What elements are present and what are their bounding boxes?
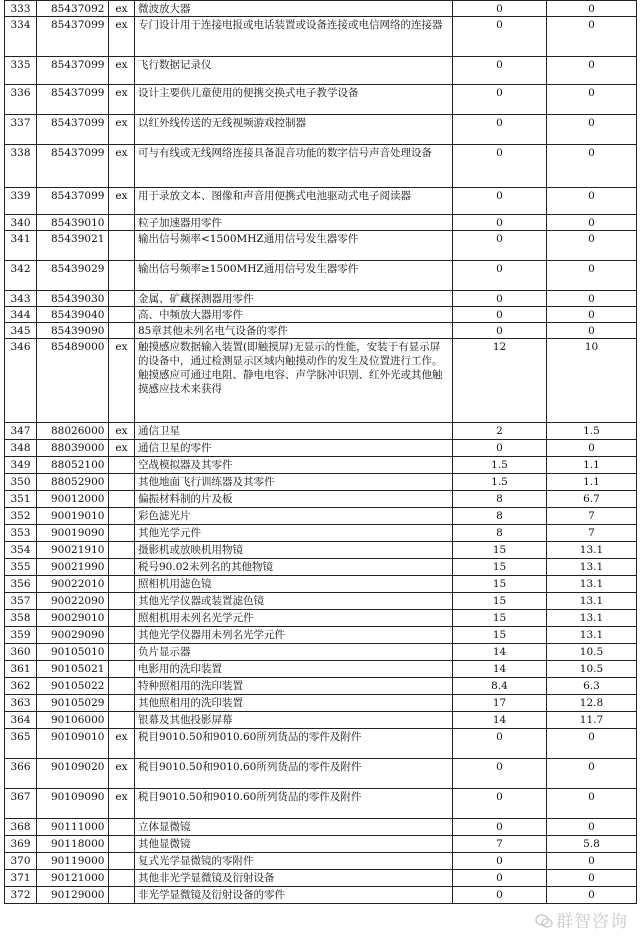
rate-2: 0 <box>547 887 637 904</box>
rate-1: 0 <box>453 57 547 85</box>
ex-marker: ex <box>109 339 135 423</box>
goods-description: 设计主要供儿童使用的便携交换式电子教学设备 <box>135 85 453 115</box>
rate-2: 1.1 <box>547 474 637 491</box>
rate-2: 0 <box>547 307 637 323</box>
rate-1: 8 <box>453 491 547 508</box>
table-row <box>5 525 637 542</box>
table-row <box>5 145 637 188</box>
tariff-code: 85437092 <box>37 1 109 17</box>
rate-2: 10 <box>547 339 637 423</box>
rate-2: 13.1 <box>547 593 637 610</box>
rate-1: 17 <box>453 695 547 712</box>
ex-marker <box>109 559 135 576</box>
ex-marker <box>109 644 135 661</box>
ex-marker <box>109 307 135 323</box>
table-row <box>5 231 637 261</box>
table-row <box>5 491 637 508</box>
table-row <box>5 559 637 576</box>
table-row <box>5 853 637 870</box>
ex-marker: ex <box>109 188 135 215</box>
tariff-code: 90105022 <box>37 678 109 695</box>
row-number: 335 <box>5 57 37 85</box>
row-number: 354 <box>5 542 37 559</box>
row-number: 361 <box>5 661 37 678</box>
rate-2: 0 <box>547 729 637 759</box>
ex-marker <box>109 819 135 836</box>
goods-description: 偏振材料制的片及板 <box>135 491 453 508</box>
goods-description: 税目9010.50和9010.60所列货品的零件及附件 <box>135 789 453 819</box>
row-number: 358 <box>5 610 37 627</box>
ex-marker <box>109 627 135 644</box>
tariff-code: 90022010 <box>37 576 109 593</box>
tariff-code: 85439090 <box>37 323 109 339</box>
goods-description: 照相机用滤色镜 <box>135 576 453 593</box>
ex-marker: ex <box>109 1 135 17</box>
ex-marker: ex <box>109 145 135 188</box>
rate-2: 0 <box>547 17 637 57</box>
rate-2: 6.3 <box>547 678 637 695</box>
ex-marker <box>109 712 135 729</box>
row-number: 363 <box>5 695 37 712</box>
tariff-code: 88026000 <box>37 423 109 440</box>
rate-2: 0 <box>547 440 637 457</box>
ex-marker <box>109 291 135 307</box>
ex-marker <box>109 610 135 627</box>
ex-marker <box>109 261 135 291</box>
rate-2: 0 <box>547 291 637 307</box>
ex-marker <box>109 323 135 339</box>
tariff-code: 90106000 <box>37 712 109 729</box>
rate-1: 0 <box>453 759 547 789</box>
goods-description: 以红外线传送的无线视频游戏控制器 <box>135 115 453 145</box>
rate-2: 0 <box>547 188 637 215</box>
goods-description: 其他非光学显微镜及衍射设备 <box>135 870 453 887</box>
row-number: 362 <box>5 678 37 695</box>
goods-description: 税号90.02未列名的其他物镜 <box>135 559 453 576</box>
goods-description: 其他显微镜 <box>135 836 453 853</box>
goods-description: 其他地面飞行训练器及其零件 <box>135 474 453 491</box>
tariff-code: 85437099 <box>37 145 109 188</box>
goods-description: 金属、矿藏探测器用零件 <box>135 291 453 307</box>
rate-2: 0 <box>547 261 637 291</box>
rate-2: 13.1 <box>547 559 637 576</box>
tariff-code: 90012000 <box>37 491 109 508</box>
table-row <box>5 712 637 729</box>
goods-description: 银幕及其他投影屏幕 <box>135 712 453 729</box>
rate-1: 8 <box>453 508 547 525</box>
rate-2: 0 <box>547 853 637 870</box>
goods-description: 空战模拟器及其零件 <box>135 457 453 474</box>
rate-2: 1.1 <box>547 457 637 474</box>
goods-description: 其他光学仪器用未列名光学元件 <box>135 627 453 644</box>
table-row <box>5 678 637 695</box>
row-number: 368 <box>5 819 37 836</box>
rate-1: 8.4 <box>453 678 547 695</box>
row-number: 341 <box>5 231 37 261</box>
row-number: 371 <box>5 870 37 887</box>
ex-marker <box>109 836 135 853</box>
goods-description: 彩色滤光片 <box>135 508 453 525</box>
rate-1: 1.5 <box>453 474 547 491</box>
row-number: 359 <box>5 627 37 644</box>
rate-1: 15 <box>453 576 547 593</box>
table-row <box>5 644 637 661</box>
ex-marker <box>109 457 135 474</box>
rate-1: 15 <box>453 559 547 576</box>
rate-1: 0 <box>453 145 547 188</box>
row-number: 349 <box>5 457 37 474</box>
tariff-code: 90129000 <box>37 887 109 904</box>
rate-1: 2 <box>453 423 547 440</box>
ex-marker <box>109 853 135 870</box>
tariff-code: 90019010 <box>37 508 109 525</box>
row-number: 370 <box>5 853 37 870</box>
ex-marker <box>109 678 135 695</box>
row-number: 342 <box>5 261 37 291</box>
goods-description: 立体显微镜 <box>135 819 453 836</box>
table-row <box>5 836 637 853</box>
goods-description: 微波放大器 <box>135 1 453 17</box>
tariff-code: 85439029 <box>37 261 109 291</box>
goods-description: 税目9010.50和9010.60所列货品的零件及附件 <box>135 729 453 759</box>
rate-1: 0 <box>453 115 547 145</box>
tariff-table-body <box>5 1 637 904</box>
rate-2: 7 <box>547 508 637 525</box>
rate-1: 14 <box>453 644 547 661</box>
row-number: 365 <box>5 729 37 759</box>
rate-1: 0 <box>453 188 547 215</box>
goods-description: 其他照相用的洗印装置 <box>135 695 453 712</box>
rate-2: 0 <box>547 215 637 231</box>
tariff-code: 90111000 <box>37 819 109 836</box>
goods-description: 通信卫星 <box>135 423 453 440</box>
goods-description: 粒子加速器用零件 <box>135 215 453 231</box>
tariff-code: 88052100 <box>37 457 109 474</box>
table-row <box>5 887 637 904</box>
table-row <box>5 542 637 559</box>
rate-1: 15 <box>453 542 547 559</box>
rate-2: 13.1 <box>547 542 637 559</box>
goods-description: 飞行数据记录仪 <box>135 57 453 85</box>
row-number: 343 <box>5 291 37 307</box>
table-row <box>5 593 637 610</box>
goods-description: 特种照相用的洗印装置 <box>135 678 453 695</box>
tariff-code: 90019090 <box>37 525 109 542</box>
goods-description: 负片显示器 <box>135 644 453 661</box>
ex-marker <box>109 695 135 712</box>
tariff-code: 88039000 <box>37 440 109 457</box>
rate-2: 1.5 <box>547 423 637 440</box>
goods-description: 照相机用未列名光学元件 <box>135 610 453 627</box>
ex-marker <box>109 870 135 887</box>
rate-1: 15 <box>453 593 547 610</box>
tariff-code: 90109020 <box>37 759 109 789</box>
rate-1: 15 <box>453 627 547 644</box>
rate-2: 0 <box>547 231 637 261</box>
row-number: 348 <box>5 440 37 457</box>
rate-1: 12 <box>453 339 547 423</box>
table-row <box>5 215 637 231</box>
table-row <box>5 307 637 323</box>
table-row <box>5 339 637 423</box>
row-number: 360 <box>5 644 37 661</box>
tariff-code: 90029090 <box>37 627 109 644</box>
rate-1: 0 <box>453 231 547 261</box>
ex-marker: ex <box>109 85 135 115</box>
row-number: 347 <box>5 423 37 440</box>
rate-1: 0 <box>453 440 547 457</box>
goods-description: 触摸感应数据输入装置(即触摸屏)无显示的性能，安装于有显示屏的设备中，通过检测显示区域内触摸动作的发生及位置进行工作。触摸感应可通过电阻、静电电容、声学脉冲识别、红外光或其他触摸感应技术来获得 <box>135 339 453 423</box>
ex-marker: ex <box>109 789 135 819</box>
rate-1: 0 <box>453 215 547 231</box>
goods-description: 电影用的洗印装置 <box>135 661 453 678</box>
goods-description: 可与有线或无线网络连接具备混音功能的数字信号声音处理设备 <box>135 145 453 188</box>
row-number: 357 <box>5 593 37 610</box>
row-number: 352 <box>5 508 37 525</box>
row-number: 366 <box>5 759 37 789</box>
goods-description: 85章其他未列名电气设备的零件 <box>135 323 453 339</box>
table-row <box>5 291 637 307</box>
rate-2: 11.7 <box>547 712 637 729</box>
tariff-code: 90109090 <box>37 789 109 819</box>
ex-marker <box>109 593 135 610</box>
row-number: 355 <box>5 559 37 576</box>
table-row <box>5 457 637 474</box>
rate-1: 0 <box>453 85 547 115</box>
tariff-code: 85439021 <box>37 231 109 261</box>
table-row <box>5 115 637 145</box>
table-row <box>5 57 637 85</box>
ex-marker <box>109 661 135 678</box>
table-row <box>5 576 637 593</box>
row-number: 369 <box>5 836 37 853</box>
tariff-table <box>4 0 637 904</box>
tariff-code: 90109010 <box>37 729 109 759</box>
goods-description: 通信卫星的零件 <box>135 440 453 457</box>
tariff-code: 85437099 <box>37 57 109 85</box>
goods-description: 其他光学仪器或装置滤色镜 <box>135 593 453 610</box>
table-row <box>5 729 637 759</box>
ex-marker: ex <box>109 17 135 57</box>
table-row <box>5 85 637 115</box>
tariff-code: 90029010 <box>37 610 109 627</box>
tariff-code: 85437099 <box>37 188 109 215</box>
rate-2: 13.1 <box>547 627 637 644</box>
rate-1: 0 <box>453 1 547 17</box>
goods-description: 税目9010.50和9010.60所列货品的零件及附件 <box>135 759 453 789</box>
row-number: 353 <box>5 525 37 542</box>
table-row <box>5 1 637 17</box>
rate-2: 7 <box>547 525 637 542</box>
ex-marker <box>109 525 135 542</box>
rate-2: 0 <box>547 145 637 188</box>
rate-1: 0 <box>453 870 547 887</box>
table-row <box>5 261 637 291</box>
ex-marker: ex <box>109 57 135 85</box>
goods-description: 用于录放文本、图像和声音用便携式电池驱动式电子阅读器 <box>135 188 453 215</box>
rate-2: 13.1 <box>547 576 637 593</box>
tariff-code: 85437099 <box>37 115 109 145</box>
row-number: 364 <box>5 712 37 729</box>
tariff-code: 90119000 <box>37 853 109 870</box>
goods-description: 高、中频放大器用零件 <box>135 307 453 323</box>
tariff-code: 85489000 <box>37 339 109 423</box>
ex-marker: ex <box>109 115 135 145</box>
table-row <box>5 661 637 678</box>
rate-1: 14 <box>453 712 547 729</box>
row-number: 338 <box>5 145 37 188</box>
ex-marker: ex <box>109 729 135 759</box>
table-row <box>5 870 637 887</box>
rate-2: 0 <box>547 819 637 836</box>
goods-description: 输出信号频率≥1500MHZ通用信号发生器零件 <box>135 261 453 291</box>
ex-marker: ex <box>109 440 135 457</box>
rate-2: 0 <box>547 85 637 115</box>
row-number: 340 <box>5 215 37 231</box>
rate-2: 0 <box>547 323 637 339</box>
rate-1: 0 <box>453 853 547 870</box>
table-row <box>5 440 637 457</box>
table-row <box>5 423 637 440</box>
rate-1: 0 <box>453 729 547 759</box>
rate-2: 10.5 <box>547 661 637 678</box>
goods-description: 其他光学元件 <box>135 525 453 542</box>
row-number: 351 <box>5 491 37 508</box>
wechat-icon <box>535 914 553 928</box>
row-number: 337 <box>5 115 37 145</box>
rate-1: 15 <box>453 610 547 627</box>
row-number: 339 <box>5 188 37 215</box>
tariff-code: 90105029 <box>37 695 109 712</box>
row-number: 356 <box>5 576 37 593</box>
table-row <box>5 695 637 712</box>
row-number: 334 <box>5 17 37 57</box>
table-row <box>5 789 637 819</box>
table-row <box>5 474 637 491</box>
ex-marker: ex <box>109 423 135 440</box>
rate-2: 13.1 <box>547 610 637 627</box>
tariff-code: 90022090 <box>37 593 109 610</box>
tariff-code: 88052900 <box>37 474 109 491</box>
tariff-code: 90105021 <box>37 661 109 678</box>
row-number: 346 <box>5 339 37 423</box>
tariff-code: 85439010 <box>37 215 109 231</box>
rate-1: 14 <box>453 661 547 678</box>
rate-2: 6.7 <box>547 491 637 508</box>
rate-1: 0 <box>453 819 547 836</box>
table-row <box>5 759 637 789</box>
rate-2: 12.8 <box>547 695 637 712</box>
ex-marker <box>109 887 135 904</box>
table-row <box>5 17 637 57</box>
tariff-code: 85439030 <box>37 291 109 307</box>
row-number: 333 <box>5 1 37 17</box>
row-number: 344 <box>5 307 37 323</box>
tariff-code: 90121000 <box>37 870 109 887</box>
tariff-code: 90021910 <box>37 542 109 559</box>
rate-2: 0 <box>547 115 637 145</box>
row-number: 345 <box>5 323 37 339</box>
rate-1: 0 <box>453 17 547 57</box>
rate-2: 0 <box>547 57 637 85</box>
ex-marker <box>109 491 135 508</box>
tariff-code: 85439040 <box>37 307 109 323</box>
rate-1: 0 <box>453 307 547 323</box>
rate-1: 0 <box>453 291 547 307</box>
row-number: 372 <box>5 887 37 904</box>
watermark <box>535 907 628 932</box>
table-row <box>5 610 637 627</box>
rate-1: 0 <box>453 789 547 819</box>
row-number: 350 <box>5 474 37 491</box>
rate-1: 0 <box>453 261 547 291</box>
ex-marker <box>109 508 135 525</box>
rate-2: 0 <box>547 789 637 819</box>
goods-description: 非光学显微镜及衍射设备的零件 <box>135 887 453 904</box>
ex-marker <box>109 474 135 491</box>
rate-2: 0 <box>547 870 637 887</box>
goods-description: 输出信号频率<1500MHZ通用信号发生器零件 <box>135 231 453 261</box>
table-row <box>5 188 637 215</box>
table-row <box>5 819 637 836</box>
rate-2: 5.8 <box>547 836 637 853</box>
ex-marker: ex <box>109 759 135 789</box>
row-number: 367 <box>5 789 37 819</box>
table-row <box>5 627 637 644</box>
rate-1: 0 <box>453 887 547 904</box>
ex-marker <box>109 576 135 593</box>
ex-marker <box>109 215 135 231</box>
ex-marker <box>109 231 135 261</box>
row-number: 336 <box>5 85 37 115</box>
rate-2: 0 <box>547 1 637 17</box>
tariff-code: 85437099 <box>37 85 109 115</box>
table-row <box>5 508 637 525</box>
ex-marker <box>109 542 135 559</box>
goods-description: 复式光学显微镜的零附件 <box>135 853 453 870</box>
goods-description: 专门设计用于连接电报或电话装置或设备连接或电信网络的连接器 <box>135 17 453 57</box>
tariff-code: 90105010 <box>37 644 109 661</box>
goods-description: 摄影机或放映机用物镜 <box>135 542 453 559</box>
table-row <box>5 323 637 339</box>
tariff-code: 90118000 <box>37 836 109 853</box>
tariff-code: 85437099 <box>37 17 109 57</box>
rate-1: 7 <box>453 836 547 853</box>
rate-1: 1.5 <box>453 457 547 474</box>
rate-1: 0 <box>453 323 547 339</box>
rate-2: 10.5 <box>547 644 637 661</box>
rate-1: 8 <box>453 525 547 542</box>
tariff-code: 90021990 <box>37 559 109 576</box>
rate-2: 0 <box>547 759 637 789</box>
watermark-text: 群智咨询 <box>556 912 628 932</box>
